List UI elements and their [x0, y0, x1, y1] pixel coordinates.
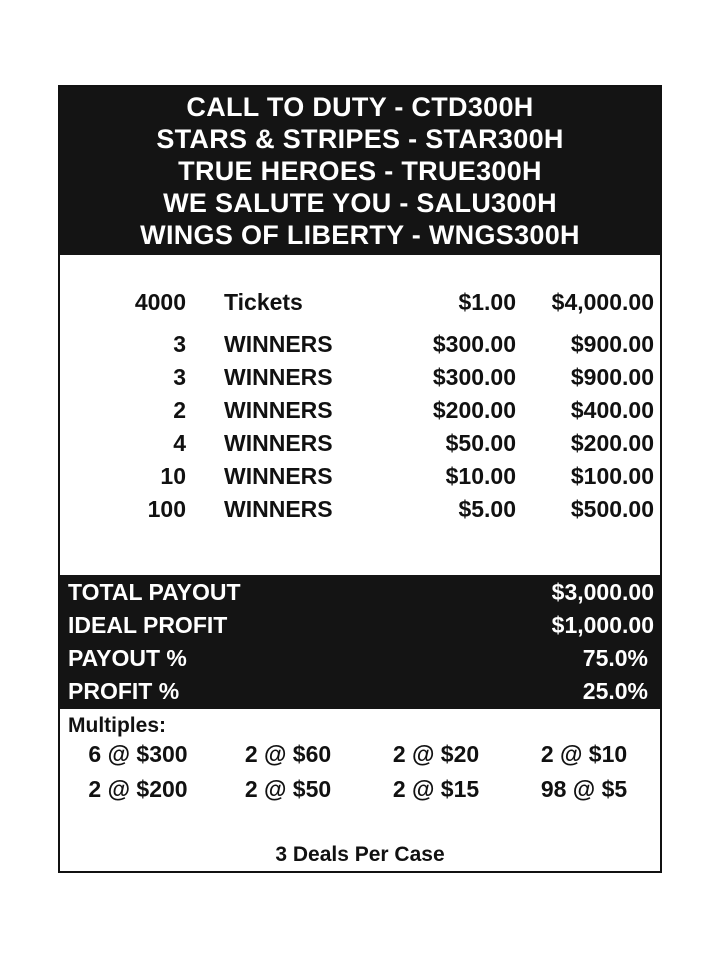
multiple-entry: 2 @ $10 — [540, 741, 628, 767]
winner-row — [60, 397, 660, 430]
winner-total: $500.00 — [570, 496, 654, 522]
winners-table — [60, 331, 660, 529]
ideal-profit-value: $1,000.00 — [551, 612, 654, 638]
game-names-header — [60, 87, 660, 255]
winner-label: WINNERS — [224, 364, 333, 390]
winner-row — [60, 463, 660, 496]
winner-prize: $50.00 — [445, 430, 516, 456]
ticket-price: $1.00 — [458, 289, 516, 315]
game-name-line: CALL TO DUTY - CTD300H — [186, 92, 534, 122]
payout-pct-value: 75.0% — [582, 645, 648, 671]
winner-qty: 100 — [147, 496, 186, 522]
game-name-line: WINGS OF LIBERTY - WNGS300H — [140, 220, 580, 250]
game-name-line: TRUE HEROES - TRUE300H — [178, 156, 542, 186]
winner-label: WINNERS — [224, 463, 333, 489]
multiple-entry: 2 @ $15 — [392, 776, 480, 802]
game-name-line: WE SALUTE YOU - SALU300H — [163, 188, 557, 218]
total-payout-value: $3,000.00 — [551, 579, 654, 605]
winner-prize: $10.00 — [445, 463, 516, 489]
multiple-entry: 2 @ $60 — [244, 741, 332, 767]
winner-label: WINNERS — [224, 397, 333, 423]
ideal-profit-label: IDEAL PROFIT — [68, 612, 228, 638]
winner-label: WINNERS — [224, 496, 333, 522]
multiples-row — [60, 776, 660, 811]
payout-pct-label: PAYOUT % — [68, 645, 187, 671]
winner-prize: $300.00 — [432, 331, 516, 357]
winner-prize: $300.00 — [432, 364, 516, 390]
winner-label: WINNERS — [224, 331, 333, 357]
profit-pct-label: PROFIT % — [68, 678, 180, 704]
ticket-count: 4000 — [134, 289, 186, 315]
multiple-entry: 2 @ $20 — [392, 741, 480, 767]
winner-total: $100.00 — [570, 463, 654, 489]
tickets-label: Tickets — [224, 289, 303, 315]
winner-label: WINNERS — [224, 430, 333, 456]
winner-qty: 3 — [173, 331, 186, 357]
winner-row — [60, 430, 660, 463]
total-payout-row — [60, 579, 660, 612]
winner-row — [60, 331, 660, 364]
winner-total: $900.00 — [570, 331, 654, 357]
multiples-title: Multiples: — [68, 714, 166, 737]
multiples-section — [60, 711, 660, 811]
multiple-entry: 6 @ $300 — [88, 741, 188, 767]
winner-prize: $5.00 — [458, 496, 516, 522]
winner-row — [60, 364, 660, 397]
winner-qty: 2 — [173, 397, 186, 423]
multiple-entry: 2 @ $50 — [244, 776, 332, 802]
winner-prize: $200.00 — [432, 397, 516, 423]
winner-qty: 10 — [160, 463, 186, 489]
winner-total: $400.00 — [570, 397, 654, 423]
winner-row — [60, 496, 660, 529]
winner-total: $900.00 — [570, 364, 654, 390]
multiples-row — [60, 741, 660, 776]
profit-pct-value: 25.0% — [582, 678, 648, 704]
winner-qty: 3 — [173, 364, 186, 390]
ideal-profit-row — [60, 612, 660, 645]
ticket-gross-total: $4,000.00 — [551, 289, 654, 315]
winner-total: $200.00 — [570, 430, 654, 456]
winner-qty: 4 — [173, 430, 186, 456]
payout-pct-row — [60, 645, 660, 678]
game-name-line: STARS & STRIPES - STAR300H — [156, 124, 564, 154]
multiple-entry: 2 @ $200 — [88, 776, 188, 802]
total-payout-label: TOTAL PAYOUT — [68, 579, 241, 605]
multiple-entry: 98 @ $5 — [540, 776, 628, 802]
profit-pct-row — [60, 678, 660, 711]
summary-band — [60, 575, 660, 709]
deals-per-case: 3 Deals Per Case — [275, 843, 445, 866]
deal-flyer — [58, 85, 662, 873]
tickets-row — [60, 289, 660, 329]
